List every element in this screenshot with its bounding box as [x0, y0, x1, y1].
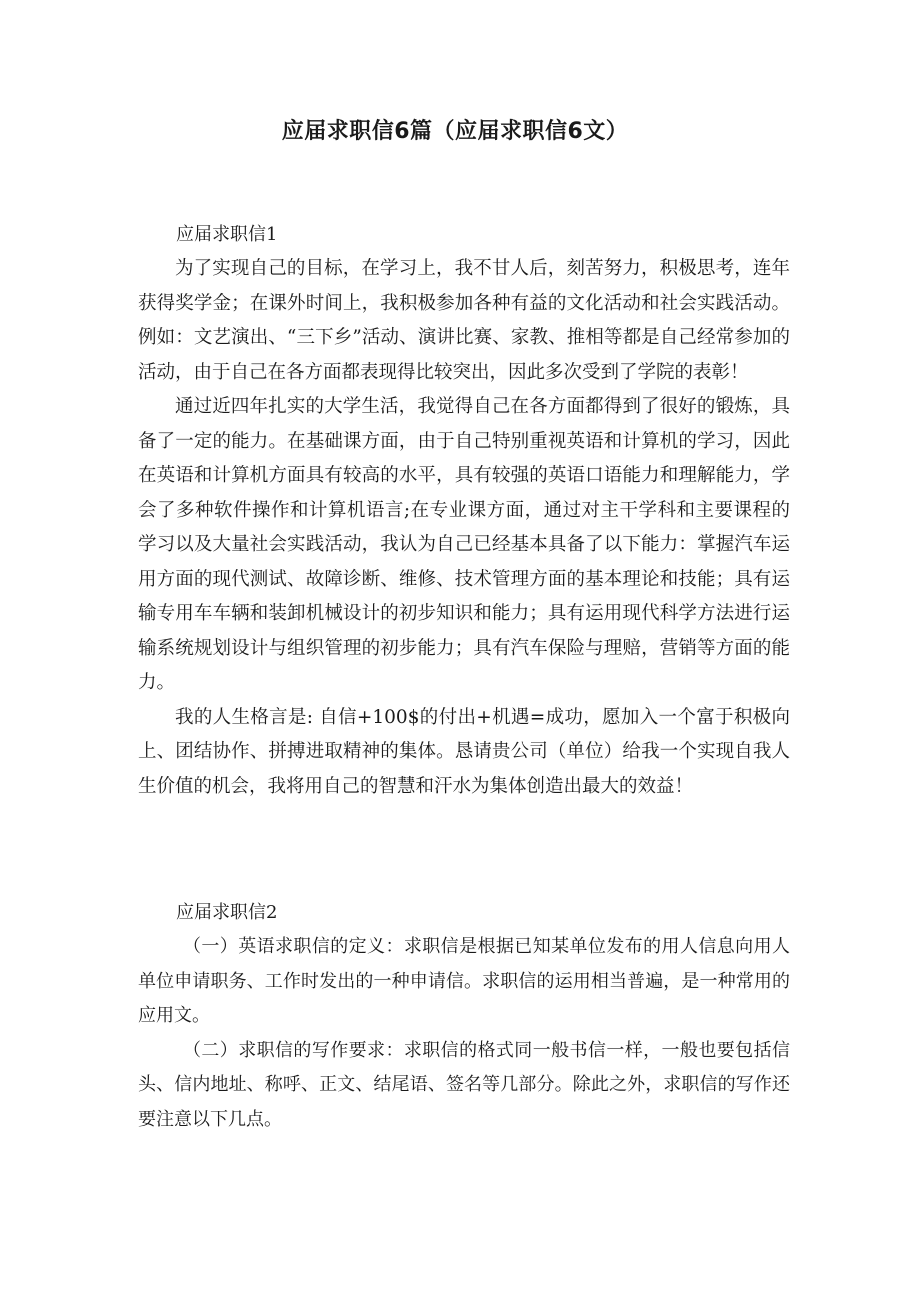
paragraph: 通过近四年扎实的大学生活，我觉得自己在各方面都得到了很好的锻炼，具备了一定的能力。在基础课方面，由于自己特别重视英语和计算机的学习，因此在英语和计算机方面具有较高的水平，具有较强的英语口语能力和理解能力，学会了多种软件操作和计算机语言;在专业课方面，通过对主干学科和主要课程的学习以及大量社会实践活动，我认为自己已经基本具备了以下能力：掌握汽车运用方面的现代测试、故障诊断、维修、技术管理方面的基本理论和技能；具有运输专用车车辆和装卸机械设计的初步知识和能力；具有运用现代科学方法进行运输系统规划设计与组织管理的初步能力；具有汽车保险与理赔，营销等方面的能力。: [138, 396, 790, 693]
document-title: 应届求职信6篇（应届求职信6文）: [281, 119, 629, 144]
section-heading: 应届求职信2: [176, 902, 278, 923]
paragraph: （二）求职信的写作要求：求职信的格式同一般书信一样，一般也要包括信头、信内地址、称呼、正文、结尾语、签名等几部分。除此之外，求职信的写作还要注意以下几点。: [138, 1039, 790, 1130]
paragraph: 我的人生格言是: 自信+100$的付出+机遇=成功，愿加入一个富于积极向上、团结协作、拼搏进取精神的集体。恳请贵公司（单位）给我一个实现自我人生价值的机会，我将用自己的智慧和汗水为集体创造出最大的效益！: [138, 706, 790, 797]
paragraph: （一）英语求职信的定义：求职信是根据已知某单位发布的用人信息向用人单位申请职务、工作时发出的一种申请信。求职信的运用相当普遍，是一种常用的应用文。: [138, 936, 790, 1026]
letter-section-1: [138, 218, 790, 804]
letter-section-2: [138, 896, 790, 1137]
paragraph: 为了实现自己的目标，在学习上，我不甘人后，刻苦努力，积极思考，连年获得奖学金；在课外时间上，我积极参加各种有益的文化活动和社会实践活动。例如：文艺演出、“三下乡”活动、演讲比赛、家教、推相等都是自己经常参加的活动，由于自己在各方面都表现得比较突出，因此多次受到了学院的表彰！: [138, 258, 790, 383]
section-heading: 应届求职信1: [176, 224, 278, 245]
